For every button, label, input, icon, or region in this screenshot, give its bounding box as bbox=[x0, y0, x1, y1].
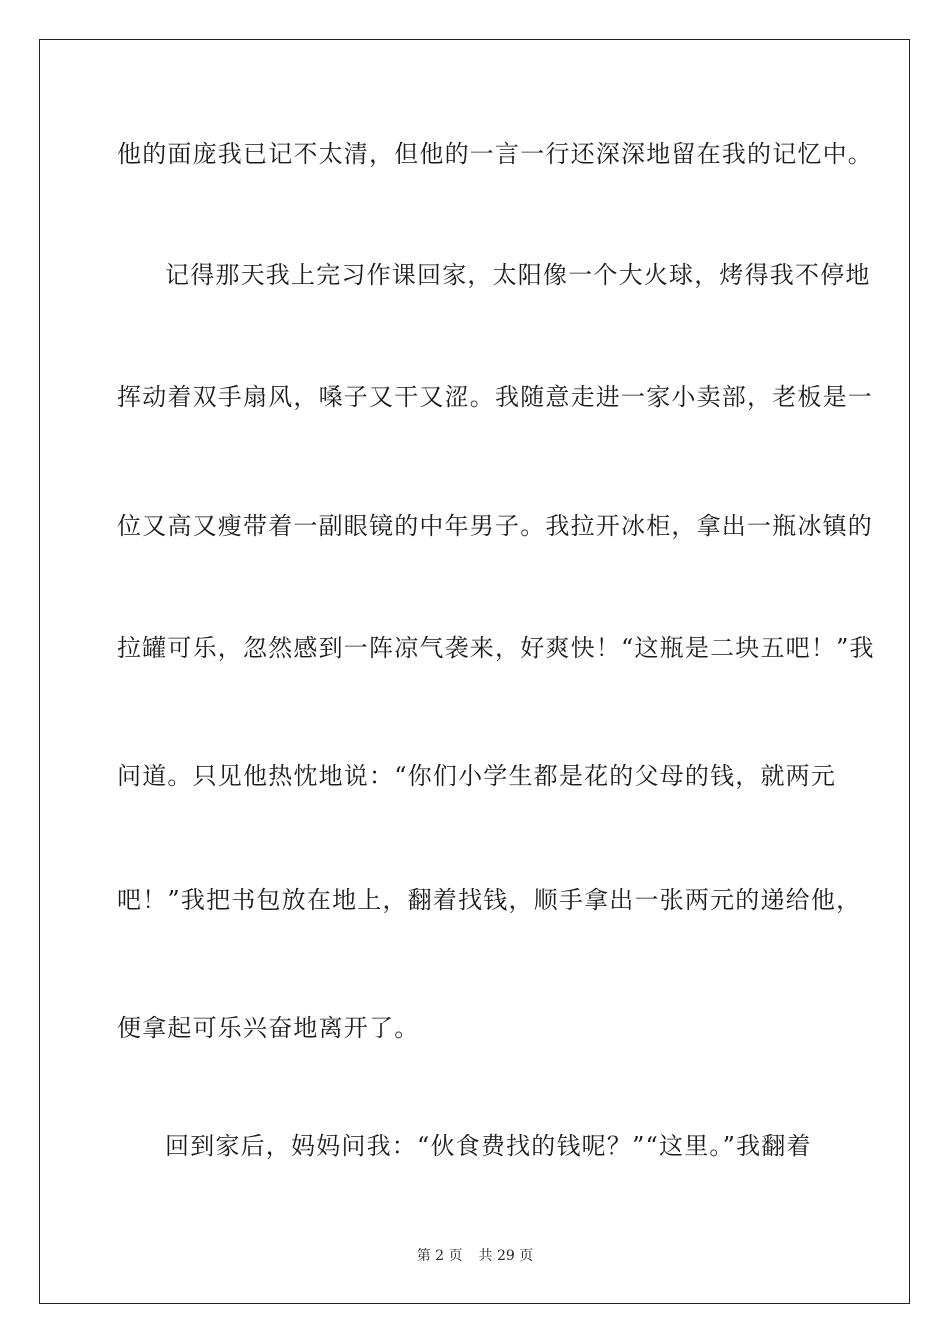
page-footer bbox=[0, 1246, 950, 1266]
paragraph-line-7: 吧！”我把书包放在地上，翻着找钱，顺手拿出一张两元的递给他， bbox=[117, 886, 862, 914]
page-number: 第 2 页 bbox=[416, 1248, 463, 1264]
paragraph-line-8: 便拿起可乐兴奋地离开了。 bbox=[117, 1014, 420, 1042]
paragraph-line-2: 记得那天我上完习作课回家，太阳像一个大火球，烤得我不停地 bbox=[165, 261, 871, 289]
paragraph-line-4: 位又高又瘦带着一副眼镜的中年男子。我拉开冰柜，拿出一瓶冰镇的 bbox=[117, 512, 873, 540]
page-border bbox=[39, 39, 910, 1304]
page-total: 共 29 页 bbox=[478, 1248, 534, 1264]
paragraph-line-9: 回到家后，妈妈问我：“伙食费找的钱呢？”“这里。”我翻着 bbox=[165, 1132, 812, 1160]
paragraph-line-3: 挥动着双手扇风，嗓子又干又涩。我随意走进一家小卖部，老板是一 bbox=[117, 383, 873, 411]
paragraph-line-5: 拉罐可乐，忽然感到一阵凉气袭来，好爽快！“这瓶是二块五吧！”我 bbox=[117, 634, 875, 662]
paragraph-line-1: 他的面庞我已记不太清，但他的一言一行还深深地留在我的记忆中。 bbox=[117, 140, 873, 168]
paragraph-line-6: 问道。只见他热忱地说：“你们小学生都是花的父母的钱，就两元 bbox=[117, 762, 837, 790]
